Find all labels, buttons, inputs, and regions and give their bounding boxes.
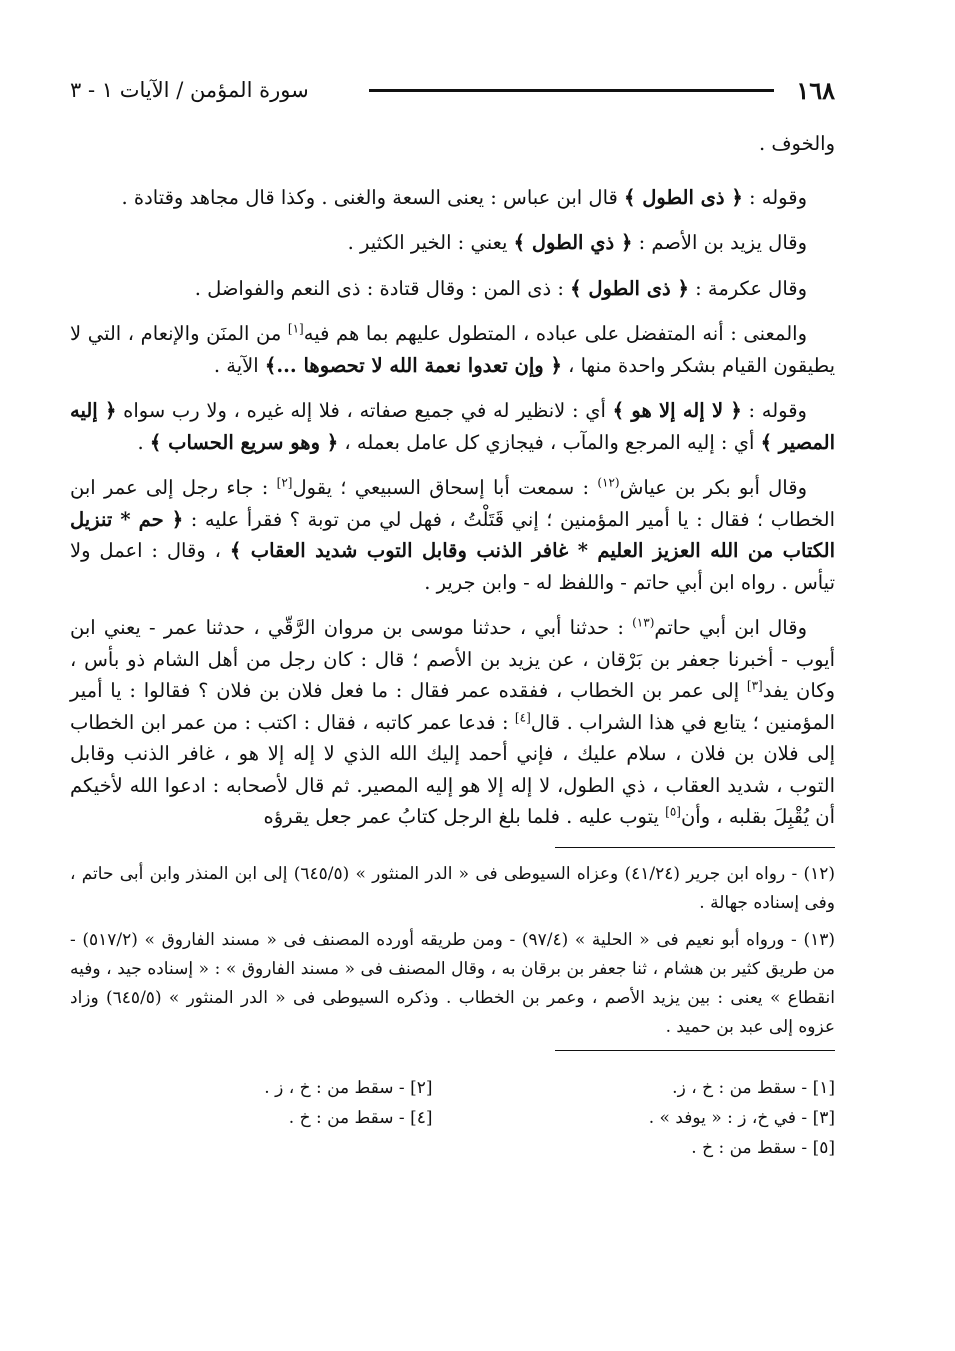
variant-ref: [٣] <box>746 678 763 693</box>
text: : حدثنا أبي ، حدثنا موسى بن مروان الرَّقّي ، حدثنا عمر - يعني ابن أيوب - أخبرنا جعفر بن بَرْقان ، عن يزيد بن الأصم ؛ قال : كان رجل من أهل الشام ذو بأس ، وكان يفد <box>70 616 835 702</box>
quran-quote: ﴿ وهو سريع الحساب ﴾ <box>149 430 339 454</box>
variant-4: [٤] - سقط من : خ . <box>288 1107 433 1128</box>
running-title: سورة المؤمن / الآيات ١ - ٣ <box>70 78 309 102</box>
variant-ref: [٥] <box>665 804 681 819</box>
paragraph-3 <box>70 227 835 259</box>
text: وقال ابن أبي حاتم <box>654 616 807 639</box>
variant-5: [٥] - سقط من : خ . <box>691 1137 835 1158</box>
text: . <box>137 430 150 454</box>
quran-quote: ﴿ ذي الطول ﴾ <box>513 231 633 254</box>
text: من المنَن والإنعام ، التي لا يطيقون القيام بشكر واحدة منها ، <box>70 322 835 377</box>
text: : فدعا عمر كاتبه ، فقال : اكتب : من عمر ابن الخطاب إلى فلان بن فلان ، سلام عليك ، فإني أحمد إليك الله الذي لا إله إلا هو ، غافر الذنب وقابل التوب ، شديد العقاب ، ذي الطول، لا إله إلا هو إليه المصير. ثم قال لأصحابه : ادعوا الله لأخيكم أن يُقْبِلَ بقلبه ، وأن <box>70 710 835 828</box>
quran-quote: ﴿ وإن تعدوا نعمة الله لا تحصوها ...﴾ <box>264 353 562 377</box>
manuscript-variants <box>70 1073 835 1163</box>
book-page <box>70 70 835 1163</box>
footnote-ref: (١٣) <box>632 615 655 630</box>
text: يتوب عليه . فلما بلغ الرجل كتابُ عمر جعل يقرؤه <box>263 805 666 828</box>
text: ، وقال : اعمل ولا تيأس . رواه ابن أبي حاتم - واللفظ له - وابن جرير . <box>70 539 835 594</box>
text: أي : إليه المرجع والمآب ، فيجازي كل عامل بعمله ، <box>338 430 761 454</box>
variant-ref: [٤] <box>514 710 531 724</box>
text: : سمعت أبا إسحاق السبيعي ؛ يقول <box>292 476 598 499</box>
paragraph-8 <box>70 612 835 833</box>
header-rule <box>369 89 775 92</box>
text: : ذى المن : وقال قتادة : ذى النعم والفواضل . <box>194 276 571 300</box>
footnote-13: (١٣) - ورواه أبو نعيم فى « الحلية » (٩٧/٤) - ومن طريقه أورده المصنف فى « مسند الفاروق » (٥١٧/٢) - من طريق كثير بن هشام ، ثنا جعفر بن برقان به ، وقال المصنف فى « مسند الفاروق » : « إسناده جيد ، وفيه انقطاع » يعنى : بين يزيد الأصم ، وعمر بن الخطاب . وذكره السيوطى فى « الدر المنثور » (٦٤٥/٥) وزاد عزوه إلى عبد بن حميد . <box>70 929 836 1037</box>
paragraph-1 <box>70 128 835 160</box>
quran-quote: ﴿ حم * تنزيل الكتاب من الله العزيز العليم * غافر الذنب وقابل التوب شديد العقاب ﴾ <box>70 507 835 562</box>
text: والخوف . <box>758 132 835 155</box>
text: يعني : الخير الكثير . <box>347 231 514 254</box>
text: وقوله : <box>741 399 807 422</box>
text: وقال عكرمة : <box>688 276 807 300</box>
paragraph-6 <box>70 395 835 458</box>
text: : جاء رجل إلى عمر ابن الخطاب ؛ فقال : يا أمير المؤمنين ؛ إني قَتَلْتُ ، فهل لي من توبة ؟ فقرأ عليه : <box>70 476 835 531</box>
variant-ref: [١] <box>287 321 304 336</box>
variant-ref: [٢] <box>276 475 293 490</box>
quran-quote: ﴿ ذى الطول ﴾ <box>570 276 689 300</box>
footnotes <box>70 860 835 1042</box>
text: والمعنى : أنه المتفضل على عباده ، المتطول عليهم بما هم فيه <box>303 322 807 345</box>
quran-quote: ﴿ لا إله إلا هو ﴾ <box>612 399 742 422</box>
quran-quote: ﴿ إليه المصير ﴾ <box>70 399 835 454</box>
text: إلى عمر بن الخطاب ، ففقده عمر فقال : ما فعل فلان بن فلان ؟ فقالوا : يا أمير المؤمنين ؛ يتابع في هذا الشراب . قال <box>70 679 836 734</box>
text: وقال يزيد بن الأصم : <box>632 231 807 254</box>
variants-rule <box>555 1050 835 1051</box>
footnote-12: (١٢) - رواه ابن جرير (٤١/٢٤) وعزاه السيوطى فى « الدر المنثور » (٦٤٥/٥) إلى ابن المنذر وابن أبى حاتم ، وفى إسناده جهالة . <box>70 863 835 913</box>
quran-quote: ﴿ ذى الطول ﴾ <box>624 185 743 209</box>
paragraph-2 <box>70 182 835 214</box>
paragraph-7 <box>70 472 835 598</box>
footnote-rule <box>555 847 835 848</box>
text: الآية . <box>213 353 265 377</box>
paragraph-4 <box>70 273 835 305</box>
main-text <box>70 128 835 833</box>
variant-2: [٢] - سقط من : خ ، ز . <box>264 1077 433 1098</box>
variant-3: [٣] - في خ، ز : « يوفد » . <box>648 1107 835 1128</box>
page-number: ١٦٨ <box>796 75 835 105</box>
page-header <box>70 70 835 110</box>
text: قال ابن عباس : يعنى السعة والغنى . وكذا قال مجاهد وقتادة . <box>121 185 625 209</box>
text: وقوله : <box>742 185 807 209</box>
paragraph-5 <box>70 318 835 381</box>
text: أي : لانظير له في جميع صفاته ، فلا إله غيره ، ولا رب سواه <box>116 399 613 422</box>
text: وقال أبو بكر بن عياش <box>619 476 807 499</box>
footnote-ref: (١٢) <box>597 475 620 490</box>
variant-1: [١] - سقط من : خ ، ز. <box>672 1077 835 1098</box>
